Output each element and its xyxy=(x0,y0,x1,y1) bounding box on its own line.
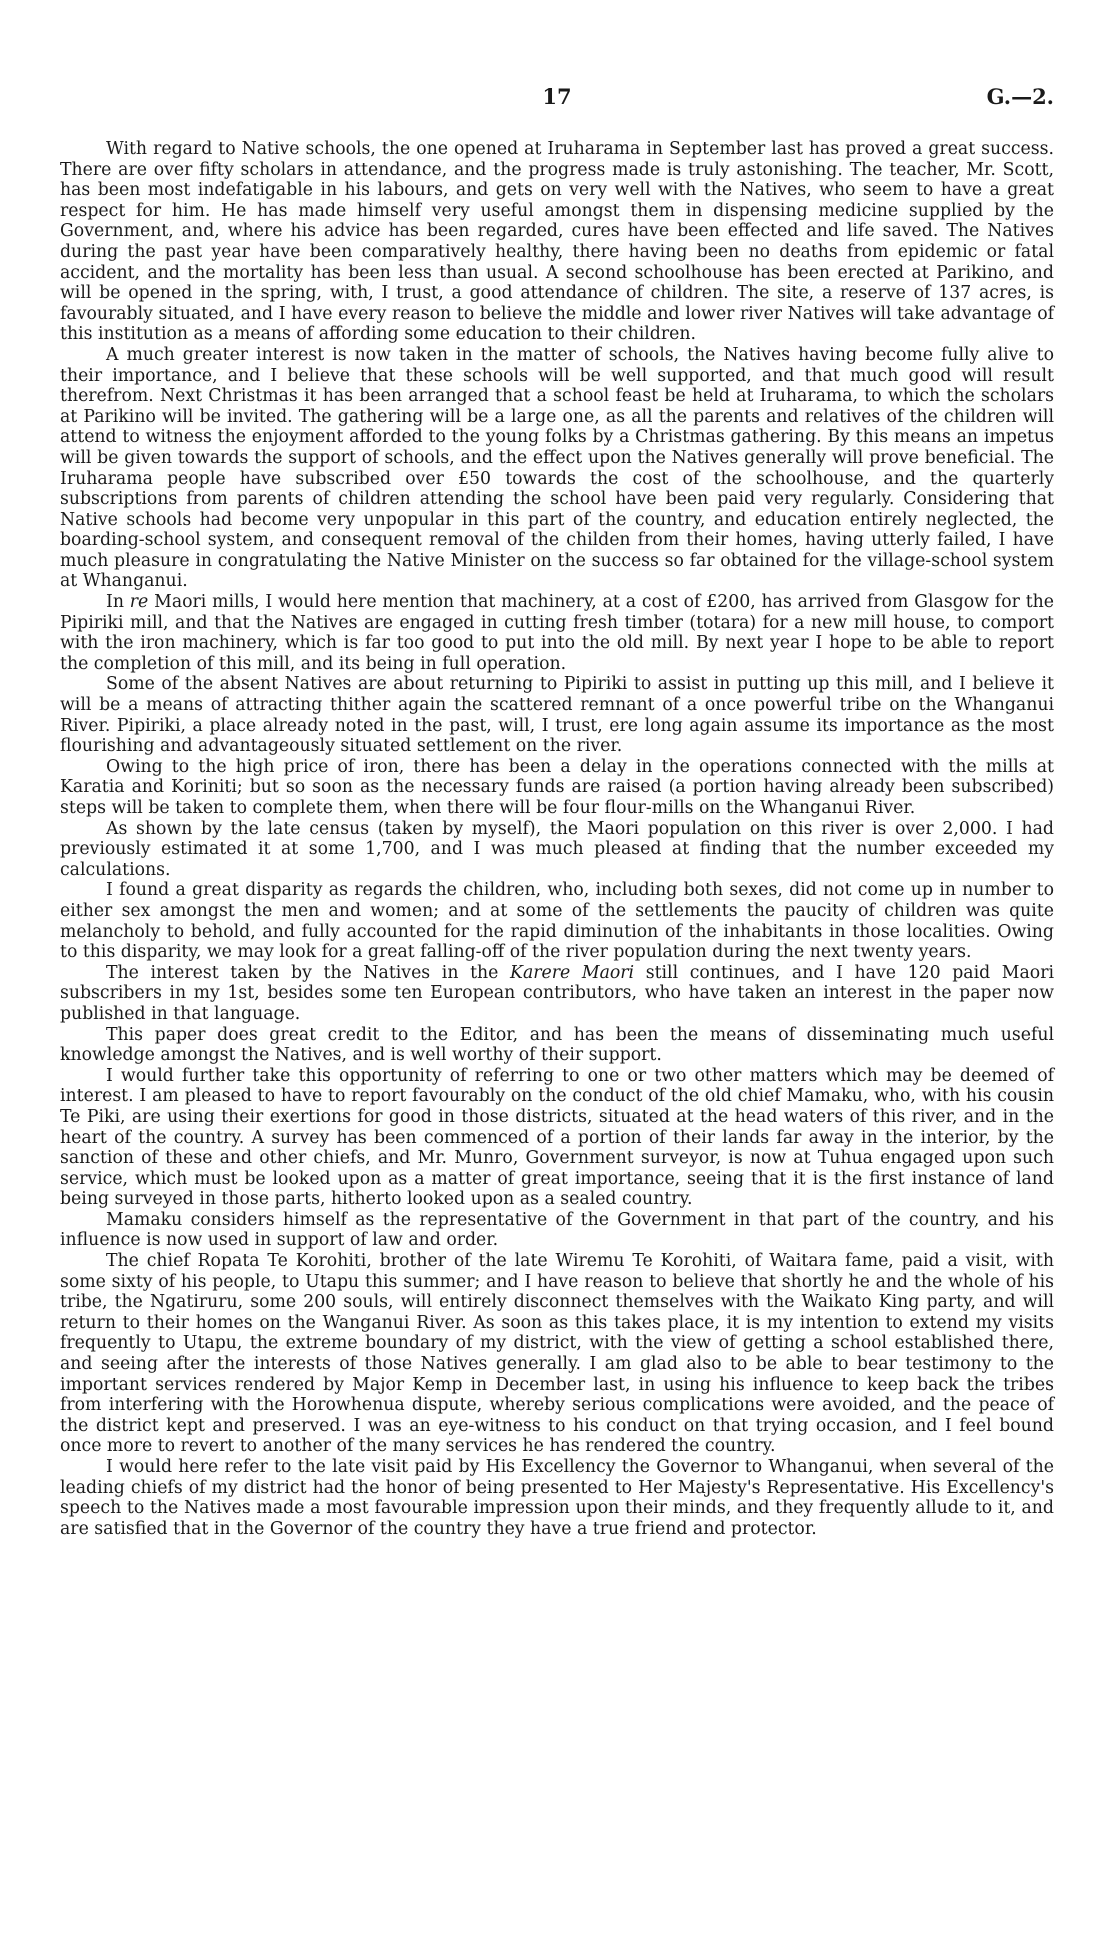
paragraph-karere-maori xyxy=(60,963,1054,1025)
report-body xyxy=(60,139,1054,1539)
paragraph-children-disparity: I found a great disparity as regards the children, who, including both sexes, did not come up in number to either sex amongst the men and women; and at some of the settlements the paucity of children was quite melancholy to behold, and fully accounted for the rapid diminution of the inhabitants in those localities. Owing to this disparity, we may look for a great falling-off of the river population during the next twenty years. xyxy=(60,880,1054,963)
paragraph-native-schools: With regard to Native schools, the one opened at Iruharama in September last has proved a great success. There are over fifty scholars in attendance, and the progress made is truly astonishing. The teacher, Mr. Scott, has been most indefatigable in his labours, and gets on very well with the Natives, who seem to have a great respect for him. He has made himself very useful amongst them in dispensing medicine supplied by the Government, and, where his advice has been regarded, cures have been effected and life saved. The Natives during the past year have been comparatively healthy, there having been no deaths from epidemic or fatal accident, and the mortality has been less than usual. A second schoolhouse has been erected at Parikino, and will be opened in the spring, with, I trust, a good attendance of children. The site, a reserve of 137 acres, is favourably situated, and I have every reason to believe the middle and lower river Natives will take advantage of this institution as a means of affording some education to their children. xyxy=(60,139,1054,345)
document-reference: G.—2. xyxy=(986,84,1054,109)
paragraph-governor-visit: I would here refer to the late visit paid by His Excellency the Governor to Whanganui, when several of the leading chiefs of my district had the honor of being presented to Her Majesty's Representative. His Excellency's speech to the Natives made a most favourable impression upon their minds, and they frequently allude to it, and are satisfied that in the Governor of the country they have a true friend and protector. xyxy=(60,1457,1054,1539)
paragraph-iron-price: Owing to the high price of iron, there has been a delay in the operations connected with the mills at Karatia and Koriniti; but so soon as the necessary funds are raised (a portion having already been subscribed) steps will be taken to complete them, when there will be four flour-mills on the Whanganui River. xyxy=(60,756,1054,818)
paragraph-lead: In xyxy=(106,592,130,613)
paragraph-editor: This paper does great credit to the Editor, and has been the means of disseminating much useful knowledge amongst the Natives, and is well worthy of their support. xyxy=(60,1024,1054,1066)
italic-term: re xyxy=(129,592,149,613)
paragraph-ropata: The chief Ropata Te Korohiti, brother of the late Wiremu Te Korohiti, of Waitara fame, paid a visit, with some sixty of his people, to Utapu this summer; and I have reason to believe that shortly he and the whole of his tribe, the Ngatiruru, some 200 souls, will entirely disconnect themselves with the Waikato King party, and will return to their homes on the Wanganui River. As soon as this takes place, it is my intention to extend my visits frequently to Utapu, the extreme boundary of my district, with the view of getting a school established there, and seeing after the interests of those Natives generally. I am glad also to be able to bear testimony to the important services rendered by Major Kemp in December last, in using his influence to keep back the tribes from interfering with the Horowhenua dispute, whereby serious complications were avoided, and the peace of the district kept and preserved. I was an eye-witness to his conduct on that trying occasion, and I feel bound once more to revert to another of the many services he has rendered the country. xyxy=(60,1251,1054,1457)
paragraph-census: As shown by the late census (taken by myself), the Maori population on this river is over 2,000. I had previously estimated it at some 1,700, and I was much pleased at finding that the number exceeded my calculations. xyxy=(60,818,1054,880)
paragraph-mamaku: I would further take this opportunity of referring to one or two other matters which may be deemed of interest. I am pleased to have to report favourably on the conduct of the old chief Mamaku, who, with his cousin Te Piki, are using their exertions for good in those districts, situated at the head waters of this river, and in the heart of the country. A survey has been commenced of a portion of their lands far away in the interior, by the sanction of these and other chiefs, and Mr. Munro, Government surveyor, is now at Tuhua engaged upon such service, which must be looked upon as a matter of great importance, seeing that it is the first instance of land being surveyed in those parts, hitherto looked upon as a sealed country. xyxy=(60,1065,1054,1210)
paragraph-school-interest: A much greater interest is now taken in the matter of schools, the Natives having become fully alive to their importance, and I believe that these schools will be well supported, and that much good will result therefrom. Next Christmas it has been arranged that a school feast be held at Iruharama, to which the scholars at Parikino will be invited. The gathering will be a large one, as all the parents and relatives of the children will attend to witness the enjoyment afforded to the young folks by a Christmas gathering. By this means an impetus will be given towards the support of schools, and the effect upon the Natives generally will prove beneficial. The Iruharama people have subscribed over £50 towards the cost of the schoolhouse, and the quarterly subscriptions from parents of children attending the school have been paid very regularly. Considering that Native schools had become very unpopular in this part of the country, and education entirely neglected, the boarding-school system, and consequent removal of the childen from their homes, having utterly failed, I have much pleasure in congratulating the Native Minister on the success so far obtained for the village-school system at Whanganui. xyxy=(60,344,1054,592)
paragraph-mamaku-representative: Mamaku considers himself as the representative of the Government in that part of the country, and his influence is now used in support of law and order. xyxy=(60,1209,1054,1251)
page-number: 17 xyxy=(542,84,572,109)
paragraph-text: still continues, and I have 120 paid Maori subscribers in my 1st, besides some ten European contributors, who have taken an interest in the paper now published in that language. xyxy=(60,962,1054,1024)
paragraph-lead: The interest taken by the Natives in the xyxy=(106,962,511,983)
paragraph-pipiriki: Some of the absent Natives are about returning to Pipiriki to assist in putting up this mill, and I believe it will be a means of attracting thither again the scattered remnant of a once powerful tribe on the Whanganui River. Pipiriki, a place already noted in the past, will, I trust, ere long again assume its importance as the most flourishing and advantageously situated settlement on the river. xyxy=(60,674,1054,757)
paragraph-maori-mills xyxy=(60,592,1054,674)
italic-title: Karere Maori xyxy=(510,962,635,983)
page-header xyxy=(60,84,1054,114)
paragraph-text: Maori mills, I would here mention that machinery, at a cost of £200, has arrived from Glasgow for the Pipiriki mill, and that the Natives are engaged in cutting fresh timber (totara) for a new mill house, to comport with the iron machinery, which is far too good to put into the old mill. By next year I hope to be able to report the completion of this mill, and its being in full operation. xyxy=(60,592,1054,674)
